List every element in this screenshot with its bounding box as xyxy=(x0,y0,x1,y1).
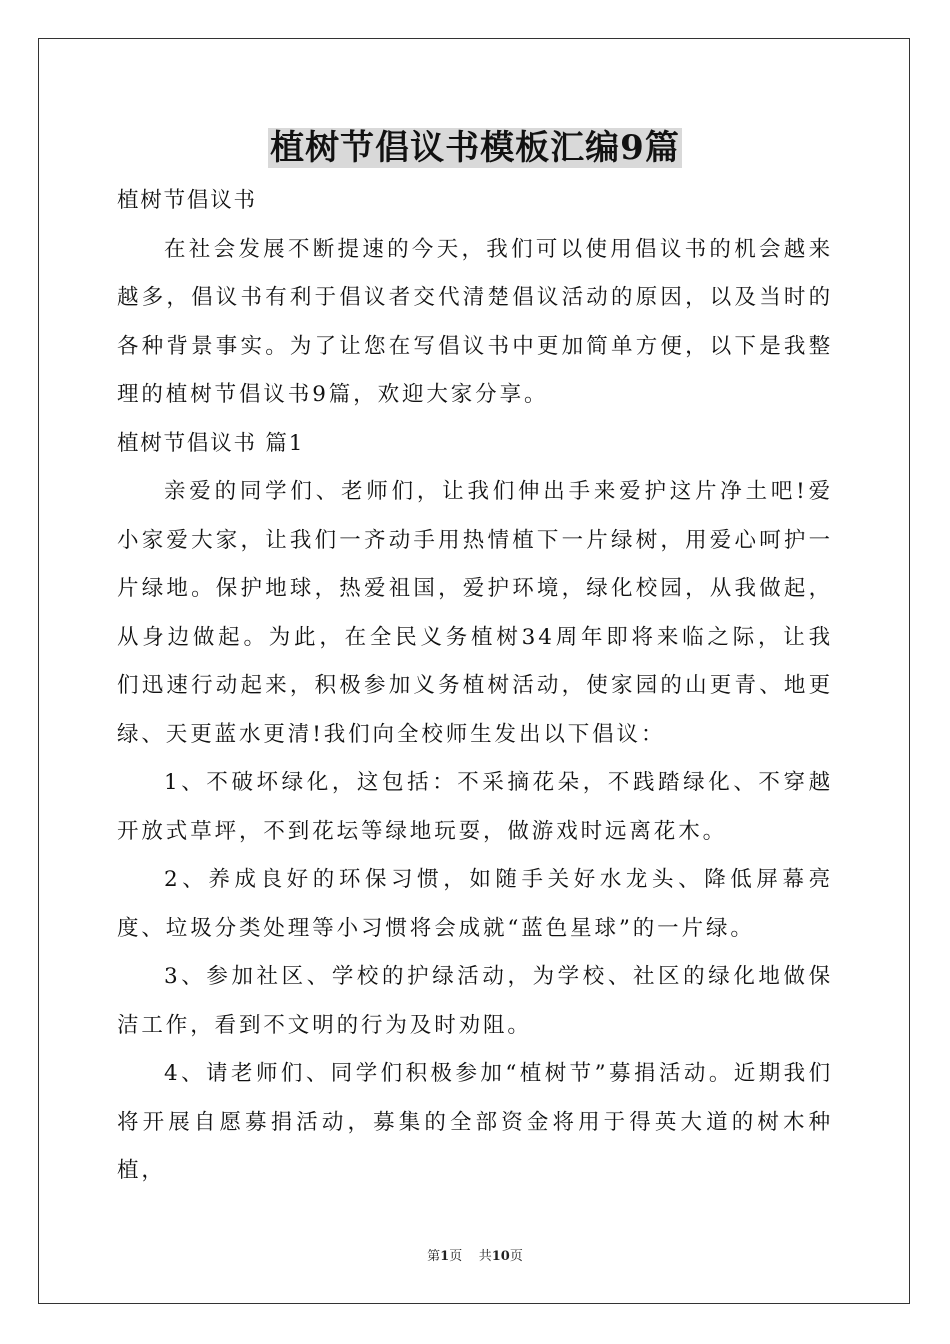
total-prefix: 共 xyxy=(478,1249,492,1264)
section-heading-part1: 植树节倡议书 篇1 xyxy=(117,430,305,456)
paragraph-item-1: 1、不破坏绿化，这包括：不采摘花朵，不践踏绿化、不穿越开放式草坪，不到花坛等绿地玩耍，做游戏时远离花木。 xyxy=(117,770,833,844)
paragraph-item-2: 2、养成良好的环保习惯，如随手关好水龙头、降低屏幕亮度、垃圾分类处理等小习惯将会成就“蓝色星球”的一片绿。 xyxy=(117,867,833,941)
paragraph-item-4: 4、请老师们、同学们积极参加“植树节”募捐活动。近期我们将开展自愿募捐活动，募集的全部资金将用于得英大道的树木种植， xyxy=(117,1061,833,1183)
document-body xyxy=(117,177,833,1196)
section-heading-intro: 植树节倡议书 xyxy=(117,188,257,213)
page-prefix: 第 xyxy=(427,1249,441,1264)
page-suffix: 页 xyxy=(449,1249,463,1264)
document-title-text: 植树节倡议书模板汇编9篇 xyxy=(270,128,680,168)
document-title xyxy=(0,126,950,170)
page-footer xyxy=(0,1248,950,1266)
total-pages: 10 xyxy=(491,1249,510,1264)
paragraph-intro: 在社会发展不断提速的今天，我们可以使用倡议书的机会越来越多，倡议书有利于倡议者交代清楚倡议活动的原因，以及当时的各种背景事实。为了让您在写倡议书中更加简单方便，以下是我整理的植树节倡议书9篇，欢迎大家分享。 xyxy=(117,236,833,407)
paragraph-item-3: 3、参加社区、学校的护绿活动，为学校、社区的绿化地做保洁工作，看到不文明的行为及时劝阻。 xyxy=(117,964,833,1038)
page-number: 1 xyxy=(440,1249,450,1264)
paragraph-appeal: 亲爱的同学们、老师们，让我们伸出手来爱护这片净土吧!爱小家爱大家，让我们一齐动手用热情植下一片绿树，用爱心呵护一片绿地。保护地球，热爱祖国，爱护环境，绿化校园，从我做起，从身边做起。为此，在全民义务植树34周年即将来临之际，让我们迅速行动起来，积极参加义务植树活动，使家园的山更青、地更绿、天更蓝水更清!我们向全校师生发出以下倡议： xyxy=(117,479,833,747)
total-suffix: 页 xyxy=(509,1249,523,1264)
